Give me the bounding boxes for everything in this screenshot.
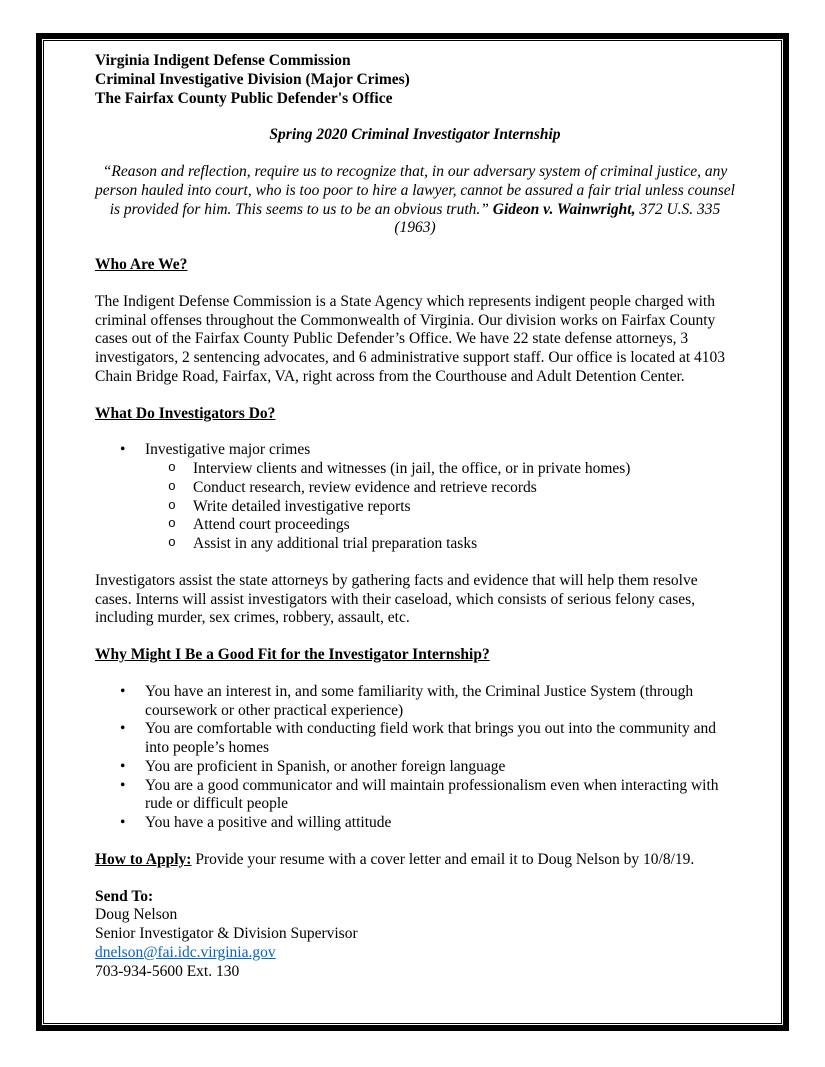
how-to-apply-label: How to Apply: <box>95 850 192 868</box>
list-item: o Conduct research, review evidence and retrieve records <box>95 479 735 498</box>
how-to-apply-text: Provide your resume with a cover letter and email it to Doug Nelson by 10/8/19. <box>191 850 695 868</box>
paragraph-investigators-assist: Investigators assist the state attorneys by gathering facts and evidence that will help them resolve cases. Interns will assist investigators with their caseload, which consists of serious felony cases, including murder, sex crimes, robbery, assault, etc. <box>95 571 698 627</box>
list-item: o Assist in any additional trial preparation tasks <box>95 535 735 554</box>
list-item: o Write detailed investigative reports <box>95 498 735 517</box>
bullet-list-investigator-duties <box>95 441 735 554</box>
contact-phone: 703-934-5600 Ext. 130 <box>95 962 240 980</box>
bullet-list-good-fit <box>95 683 735 833</box>
paragraph-who-are-we: The Indigent Defense Commission is a State Agency which represents indigent people charged with criminal offenses throughout the Commonwealth of Virginia. Our division works on Fairfax County cases out of the Fairfax County Public Defender’s Office. We have 22 state defense attorneys, 3 investigators, 2 sentencing advocates, and 6 administrative support staff. Our office is located at 4103 Chain Bridge Road, Fairfax, VA, right across from the Courthouse and Adult Detention Center. <box>95 292 726 385</box>
org-name-line-2: Criminal Investigative Division (Major Crimes) <box>95 70 410 88</box>
quote-block <box>95 163 735 238</box>
org-name-line-3: The Fairfax County Public Defender's Office <box>95 89 393 107</box>
email-link[interactable]: dnelson@fai.idc.virginia.gov <box>95 943 276 961</box>
contact-block <box>95 888 735 982</box>
list-item: • Investigative major crimes <box>95 441 735 460</box>
list-item: • You are proficient in Spanish, or another foreign language <box>95 758 735 777</box>
how-to-apply-line <box>95 851 735 870</box>
org-name-line-1: Virginia Indigent Defense Commission <box>95 52 351 69</box>
contact-name: Doug Nelson <box>95 906 178 924</box>
send-to-heading: Send To: <box>95 887 154 905</box>
list-item: o Interview clients and witnesses (in jail, the office, or in private homes) <box>95 460 735 479</box>
section-heading-who-are-we: Who Are We? <box>95 256 188 273</box>
page-title: Spring 2020 Criminal Investigator Internship <box>269 126 561 144</box>
section-heading-what-do-investigators-do: What Do Investigators Do? <box>95 404 276 422</box>
quote-attribution: Gideon v. Wainwright, <box>492 200 636 218</box>
list-item: • You are a good communicator and will maintain professionalism even when interacting with rude or difficult people <box>95 777 735 815</box>
list-item: • You have a positive and willing attitude <box>95 814 735 833</box>
list-item: • You are comfortable with conducting field work that brings you out into the community and into people’s homes <box>95 720 735 758</box>
quote-citation: 372 U.S. 335 (1963) <box>394 200 721 237</box>
document-content <box>95 52 735 981</box>
section-heading-good-fit: Why Might I Be a Good Fit for the Investigator Internship? <box>95 646 490 663</box>
org-header <box>95 52 735 108</box>
contact-title: Senior Investigator & Division Supervisor <box>95 925 358 942</box>
list-item: • You have an interest in, and some familiarity with, the Criminal Justice System (through coursework or other practical experience) <box>95 683 735 721</box>
list-item: o Attend court proceedings <box>95 516 735 535</box>
quote-text: “Reason and reflection, require us to recognize that, in our adversary system of criminal justice, any person hauled into court, who is too poor to hire a lawyer, cannot be assured a fair trial unless counsel is provided for him. This seems to us to be an obvious truth.” <box>95 163 735 218</box>
